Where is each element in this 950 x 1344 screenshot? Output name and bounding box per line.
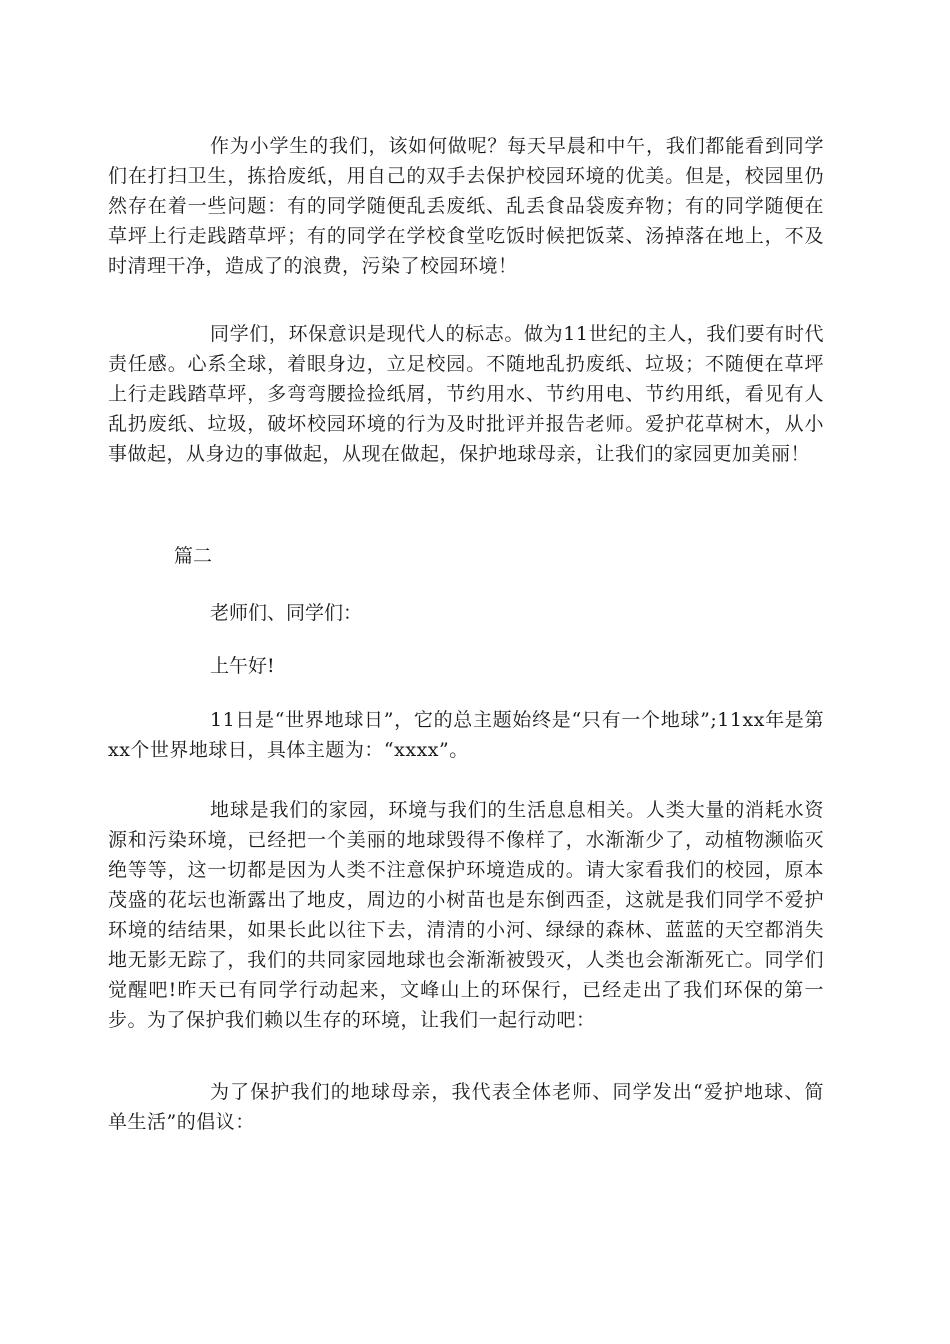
- greeting: 上午好!: [210, 655, 275, 677]
- paragraph-1: 作为小学生的我们，该如何做呢？每天早晨和中午，我们都能看到同学们在打扫卫生，拣拾废纸，用自己的双手去保护校园环境的优美。但是，校园里仍然存在着一些问题：有的同学随便乱丢废纸、乱丢食品袋废弃物；有的同学随便在草坪上行走践踏草坪；有的同学在学校食堂吃饭时候把饭菜、汤掉落在地上，不及时清理干净，造成了的浪费，污染了校园环境！: [108, 135, 824, 277]
- paragraph-5: 为了保护我们的地球母亲，我代表全体老师、同学发出“爱护地球、简单生活”的倡议：: [108, 1081, 824, 1133]
- salutation: 老师们、同学们：: [210, 602, 363, 624]
- paragraph-3: 11日是“世界地球日”，它的总主题始终是“只有一个地球”;11xx年是第xx个世界地球日，具体主题为：“xxxx”。: [108, 709, 824, 761]
- section-heading: 篇二: [174, 545, 213, 567]
- paragraph-2: 同学们，环保意识是现代人的标志。做为11世纪的主人，我们要有时代责任感。心系全球，着眼身边，立足校园。不随地乱扔废纸、垃圾；不随便在草坪上行走践踏草坪，多弯弯腰捡捡纸屑，节约用水、节约用电、节约用纸，看见有人乱扔废纸、垃圾，破坏校园环境的行为及时批评并报告老师。爱护花草树木，从小事做起，从身边的事做起，从现在做起，保护地球母亲，让我们的家园更加美丽！: [108, 323, 824, 465]
- paragraph-4: 地球是我们的家园，环境与我们的生活息息相关。人类大量的消耗水资源和污染环境，已经把一个美丽的地球毁得不像样了，水渐渐少了，动植物濒临灭绝等等，这一切都是因为人类不注意保护环境造成的。请大家看我们的校园，原本茂盛的花坛也渐露出了地皮，周边的小树苗也是东倒西歪，这就是我们同学不爱护环境的结结果，如果长此以往下去，清清的小河、绿绿的森林、蓝蓝的天空都消失地无影无踪了，我们的共同家园地球也会渐渐被毁灭，人类也会渐渐死亡。同学们觉醒吧!昨天已有同学行动起来，文峰山上的环保行，已经走出了我们环保的第一步。为了保护我们赖以生存的环境，让我们一起行动吧：: [108, 799, 824, 1031]
